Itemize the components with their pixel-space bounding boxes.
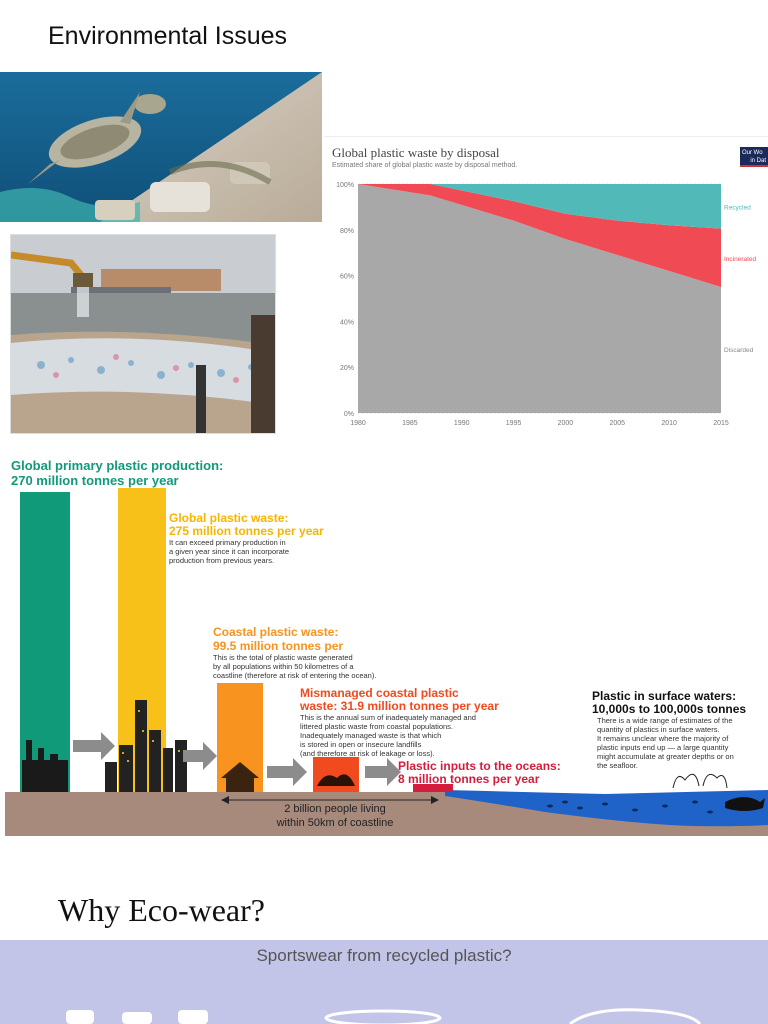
svg-text:(and therefore at risk of leak: (and therefore at risk of leakage or loss).	[300, 749, 435, 758]
series-label-recycled: Recycled	[724, 204, 751, 212]
y-tick-label: 20%	[339, 365, 354, 373]
y-tick-label: 40%	[339, 319, 354, 327]
x-tick-label: 2015	[713, 420, 729, 427]
svg-text:is stored in open or insecure: is stored in open or insecure landfills	[300, 740, 422, 749]
surface-title: Plastic in surface waters:	[592, 689, 737, 703]
mismanaged-value: waste: 31.9 million tonnes per year	[300, 699, 499, 713]
svg-text:production from previous years: production from previous years.	[169, 556, 275, 565]
arrow-icon	[267, 758, 307, 786]
chart-subtitle: Estimated share of global plastic waste by disposal method.	[332, 162, 518, 169]
y-tick-label: 80%	[339, 227, 354, 235]
city-skyline-icon	[105, 700, 187, 792]
svg-text:There is a wide range of estim: There is a wide range of estimates of the	[597, 716, 733, 725]
waste-note	[169, 538, 289, 565]
arrow-icon	[183, 742, 217, 770]
eco-wear-subtitle: Sportswear from recycled plastic?	[256, 946, 512, 965]
svg-text:the seafloor.: the seafloor.	[597, 761, 638, 770]
svg-text:littered plastic waste from co: littered plastic waste from coastal populations.	[300, 722, 453, 731]
flakes-bowl-icon	[326, 1011, 440, 1024]
eco-wear-heading: Why Eco-wear?	[58, 892, 265, 928]
x-tick-label: 2005	[609, 420, 626, 427]
series-label-incinerated: Incinerated	[724, 255, 757, 263]
surface-note	[597, 716, 734, 770]
chart-plot	[324, 137, 768, 433]
coastline-label-1: 2 billion people living	[284, 803, 386, 815]
waste-title: Global plastic waste:	[169, 511, 289, 525]
bottles-icon	[66, 1010, 208, 1024]
turtle-beach-photo	[0, 72, 322, 222]
chart-title: Global plastic waste by disposal	[332, 145, 500, 160]
x-tick-label: 1980	[350, 420, 366, 427]
y-tick-label: 60%	[339, 273, 354, 281]
x-tick-label: 1995	[505, 420, 522, 427]
svg-text:quantity of plastics in surfac: quantity of plastics in surface waters.	[597, 725, 720, 734]
owid-logo-badge	[740, 147, 768, 167]
ocean-value: 8 million tonnes per year	[398, 772, 540, 786]
svg-text:might accumulate at greater de: might accumulate at greater depths or on	[597, 752, 734, 761]
river-plastic-photo	[10, 234, 276, 434]
plastic-bag-icon	[673, 774, 727, 788]
plastic-waste-disposal-chart	[324, 136, 768, 433]
badge-line-1: Our Wo	[742, 150, 763, 156]
coastal-title: Coastal plastic waste:	[213, 625, 339, 639]
coastal-value: 99.5 million tonnes per	[213, 639, 344, 653]
ocean-title: Plastic inputs to the oceans:	[398, 759, 561, 773]
eco-wear-panel	[0, 940, 768, 1024]
y-tick-label: 100%	[336, 182, 354, 189]
x-tick-label: 2000	[557, 420, 574, 427]
surface-value: 10,000s to 100,000s tonnes	[592, 702, 747, 716]
svg-text:It can exceed primary producti: It can exceed primary production in	[169, 538, 286, 547]
arrow-icon	[365, 758, 401, 786]
mismanaged-note	[300, 713, 476, 758]
x-tick-label: 1990	[453, 420, 470, 427]
svg-text:plastic inputs end up — a larg: plastic inputs end up — a large quantity	[597, 743, 729, 752]
x-tick-label: 2010	[661, 420, 677, 427]
series-label-discarded: Discarded	[724, 346, 754, 354]
production-title: Global primary plastic production:	[11, 458, 224, 473]
coastal-note	[213, 653, 376, 680]
badge-line-2: in Dat	[750, 158, 766, 164]
svg-text:by all populations within 50 k: by all populations within 50 kilometres of a	[213, 662, 354, 671]
fabric-icon	[570, 1010, 700, 1024]
mismanaged-waste-bar	[313, 757, 359, 792]
y-tick-label: 0%	[343, 411, 354, 418]
svg-text:This is the annual sum of inad: This is the annual sum of inadequately managed and	[300, 713, 476, 722]
x-tick-label: 1985	[402, 420, 418, 427]
page-title: Environmental Issues	[48, 22, 288, 50]
svg-text:It remains unclear where the m: It remains unclear where the majority of	[597, 734, 729, 743]
recycling-process-icons	[0, 940, 768, 1024]
arrow-icon	[73, 732, 115, 760]
plastic-flow-infographic	[5, 440, 768, 840]
production-value: 270 million tonnes per year	[11, 473, 179, 488]
coastline-label-2: within 50km of coastline	[276, 817, 394, 829]
svg-text:This is the total of plastic w: This is the total of plastic waste generated	[213, 653, 353, 662]
mismanaged-title: Mismanaged coastal plastic	[300, 686, 459, 700]
svg-text:a given year since it can inco: a given year since it can incorporate	[169, 547, 290, 556]
waste-value: 275 million tonnes per year	[169, 524, 324, 538]
svg-text:Inadequately managed waste is: Inadequately managed waste is that which	[300, 731, 442, 740]
svg-text:coastline (therefore at risk o: coastline (therefore at risk of entering the ocean).	[213, 671, 377, 680]
